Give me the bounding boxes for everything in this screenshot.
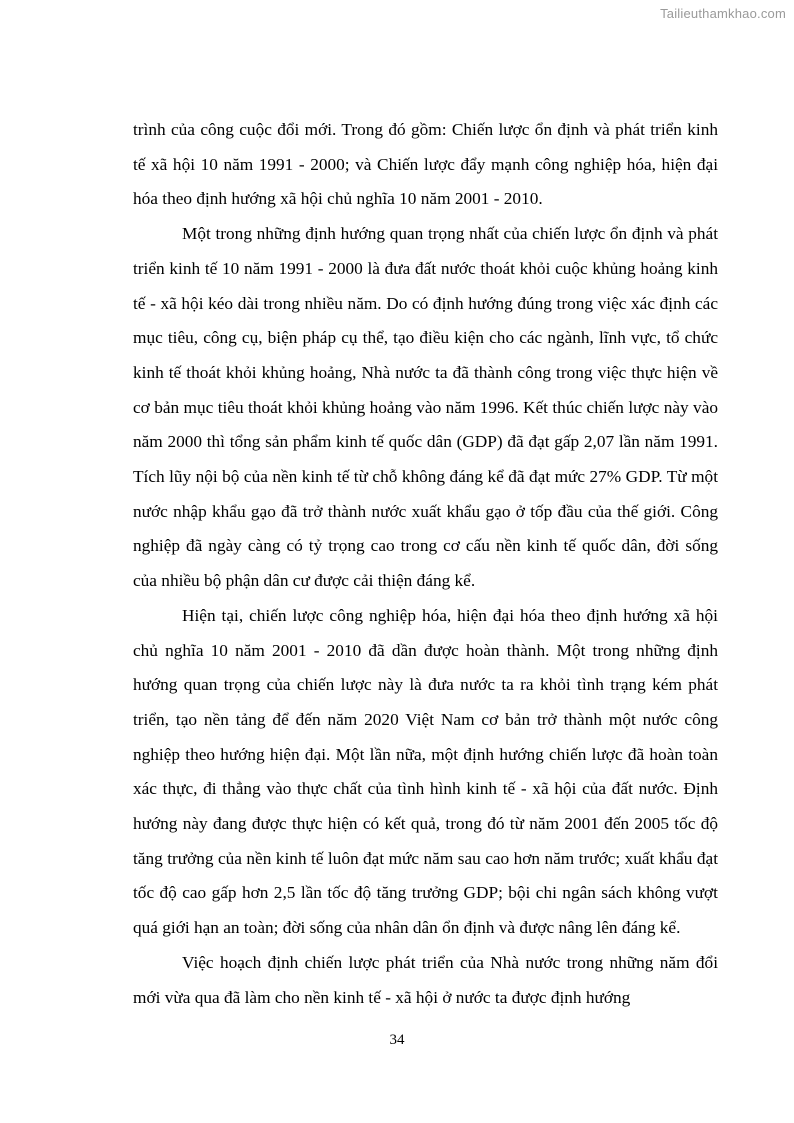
watermark-text: Tailieuthamkhao.com — [660, 6, 786, 21]
paragraph-1: trình của công cuộc đổi mới. Trong đó gồm: Chiến lược ổn định và phát triển kinh tế xã hội 10 năm 1991 - 2000; và Chiến lược đẩy mạnh công nghiệp hóa, hiện đại hóa theo định hướng xã hội chủ nghĩa 10 năm 2001 - 2010. — [133, 120, 718, 209]
page-number: 34 — [389, 1032, 405, 1048]
paragraph-3: Hiện tại, chiến lược công nghiệp hóa, hiện đại hóa theo định hướng xã hội chủ nghĩa 10 năm 2001 - 2010 đã dần được hoàn thành. Một trong những định hướng quan trọng của chiến lược này là đưa nước ta ra khỏi tình trạng kém phát triển, tạo nền tảng để đến năm 2020 Việt Nam cơ bản trở thành một nước công nghiệp theo hướng hiện đại. Một lần nữa, một định hướng chiến lược đã hoàn toàn xác thực, đi thẳng vào thực chất của tình hình kinh tế - xã hội của đất nước. Định hướng này đang được thực hiện có kết quả, trong đó từ năm 2001 đến 2005 tốc độ tăng trưởng của nền kinh tế luôn đạt mức năm sau cao hơn năm trước; xuất khẩu đạt tốc độ cao gấp hơn 2,5 lần tốc độ tăng trưởng GDP; bội chi ngân sách không vượt quá giới hạn an toàn; đời sống của nhân dân ổn định và được nâng lên đáng kể. — [133, 605, 718, 938]
paragraph-4: Việc hoạch định chiến lược phát triển của Nhà nước trong những năm đổi mới vừa qua đã làm cho nền kinh tế - xã hội ở nước ta được định hướng — [133, 952, 718, 1007]
paragraph-2: Một trong những định hướng quan trọng nhất của chiến lược ổn định và phát triển kinh tế 10 năm 1991 - 2000 là đưa đất nước thoát khỏi cuộc khủng hoảng kinh tế - xã hội kéo dài trong nhiều năm. Do có định hướng đúng trong việc xác định các mục tiêu, công cụ, biện pháp cụ thể, tạo điều kiện cho các ngành, lĩnh vực, tổ chức kinh tế thoát khỏi khủng hoảng, Nhà nước ta đã thành công trong việc thực hiện về cơ bản mục tiêu thoát khỏi khủng hoảng vào năm 1996. Kết thúc chiến lược này vào năm 2000 thì tổng sản phẩm kinh tế quốc dân (GDP) đã đạt gấp 2,07 lần năm 1991. Tích lũy nội bộ của nền kinh tế từ chỗ không đáng kể đã đạt mức 27% GDP. Từ một nước nhập khẩu gạo đã trở thành nước xuất khẩu gạo ở tốp đầu của thế giới. Công nghiệp đã ngày càng có tỷ trọng cao trong cơ cấu nền kinh tế quốc dân, đời sống của nhiều bộ phận dân cư được cải thiện đáng kể. — [133, 224, 718, 591]
document-body — [133, 113, 718, 1015]
